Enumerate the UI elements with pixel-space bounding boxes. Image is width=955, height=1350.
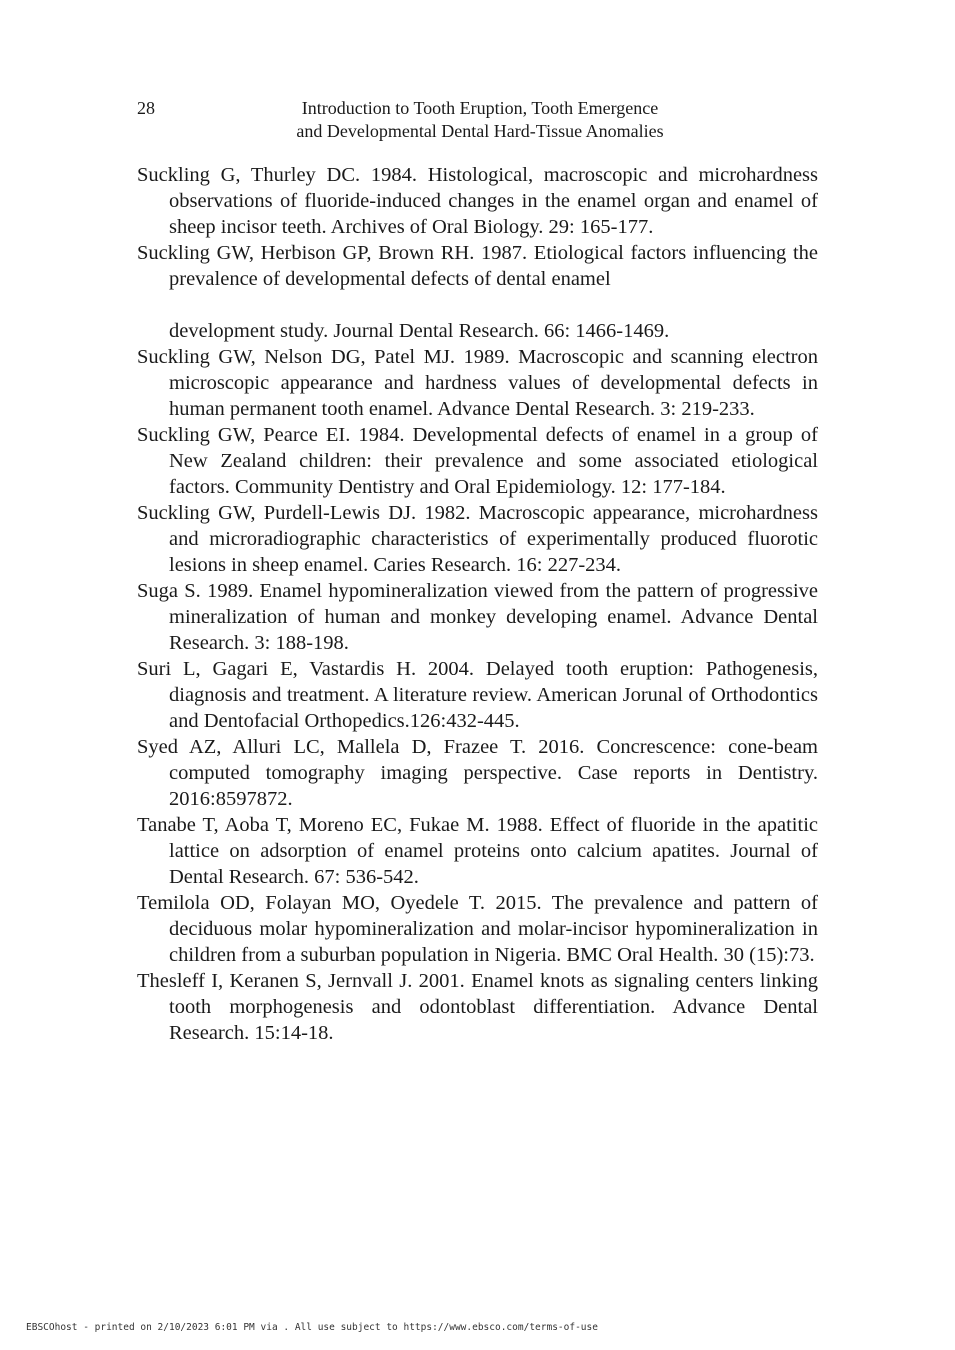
reference-entry: Suckling GW, Pearce EI. 1984. Developmental defects of enamel in a group of New Zealand children: their prevalence and some associated etiological factors. Community Dentistry and Oral Epidemiology. 12: 177-184.	[137, 424, 818, 498]
reference-entry: Syed AZ, Alluri LC, Mallela D, Frazee T. 2016. Concrescence: cone-beam computed tomography imaging perspective. Case reports in Dentistry. 2016:8597872.	[137, 736, 818, 810]
reference-continuation: development study. Journal Dental Research. 66: 1466-1469.	[169, 320, 670, 342]
reference-entry: Tanabe T, Aoba T, Moreno EC, Fukae M. 1988. Effect of fluoride in the apatitic lattice on adsorption of enamel proteins onto calcium apatites. Journal of Dental Research. 67: 536-542.	[137, 814, 818, 888]
running-head-line-2: and Developmental Dental Hard-Tissue Anomalies	[296, 121, 664, 141]
running-head	[220, 97, 740, 143]
reference-entry: Suckling GW, Nelson DG, Patel MJ. 1989. Macroscopic and scanning electron microscopic appearance and hardness values of developmental defects in human permanent tooth enamel. Advance Dental Research. 3: 219-233.	[137, 346, 818, 420]
reference-entry: Thesleff I, Keranen S, Jernvall J. 2001. Enamel knots as signaling centers linking tooth morphogenesis and odontoblast differentiation. Advance Dental Research. 15:14-18.	[137, 970, 818, 1044]
reference-entry: Temilola OD, Folayan MO, Oyedele T. 2015. The prevalence and pattern of deciduous molar hypomineralization and molar-incisor hypomineralization in children from a suburban population in Nigeria. BMC Oral Health. 30 (15):73.	[137, 892, 818, 966]
reference-entry: Suckling G, Thurley DC. 1984. Histological, macroscopic and microhardness observations of fluoride-induced changes in the enamel organ and enamel of sheep incisor teeth. Archives of Oral Biology. 29: 165-177.	[137, 164, 818, 238]
footer-notice: EBSCOhost - printed on 2/10/2023 6:01 PM via . All use subject to https://www.ebsco.com/terms-of-use	[26, 1322, 598, 1333]
page-number: 28	[137, 98, 155, 118]
reference-entry: Suga S. 1989. Enamel hypomineralization viewed from the pattern of progressive mineralization of human and monkey developing enamel. Advance Dental Research. 3: 188-198.	[137, 580, 818, 654]
reference-list	[137, 162, 818, 1046]
reference-entry: Suckling GW, Herbison GP, Brown RH. 1987. Etiological factors influencing the prevalence of developmental defects of dental enamel	[137, 242, 818, 290]
reference-entry: Suckling GW, Purdell-Lewis DJ. 1982. Macroscopic appearance, microhardness and microradiographic characteristics of experimentally produced fluorotic lesions in sheep enamel. Caries Research. 16: 227-234.	[137, 502, 818, 576]
running-head-line-1: Introduction to Tooth Eruption, Tooth Emergence	[301, 98, 659, 118]
reference-entry: Suri L, Gagari E, Vastardis H. 2004. Delayed tooth eruption: Pathogenesis, diagnosis and treatment. A literature review. American Jorunal of Orthodontics and Dentofacial Orthopedics.126:432-445.	[137, 658, 818, 732]
